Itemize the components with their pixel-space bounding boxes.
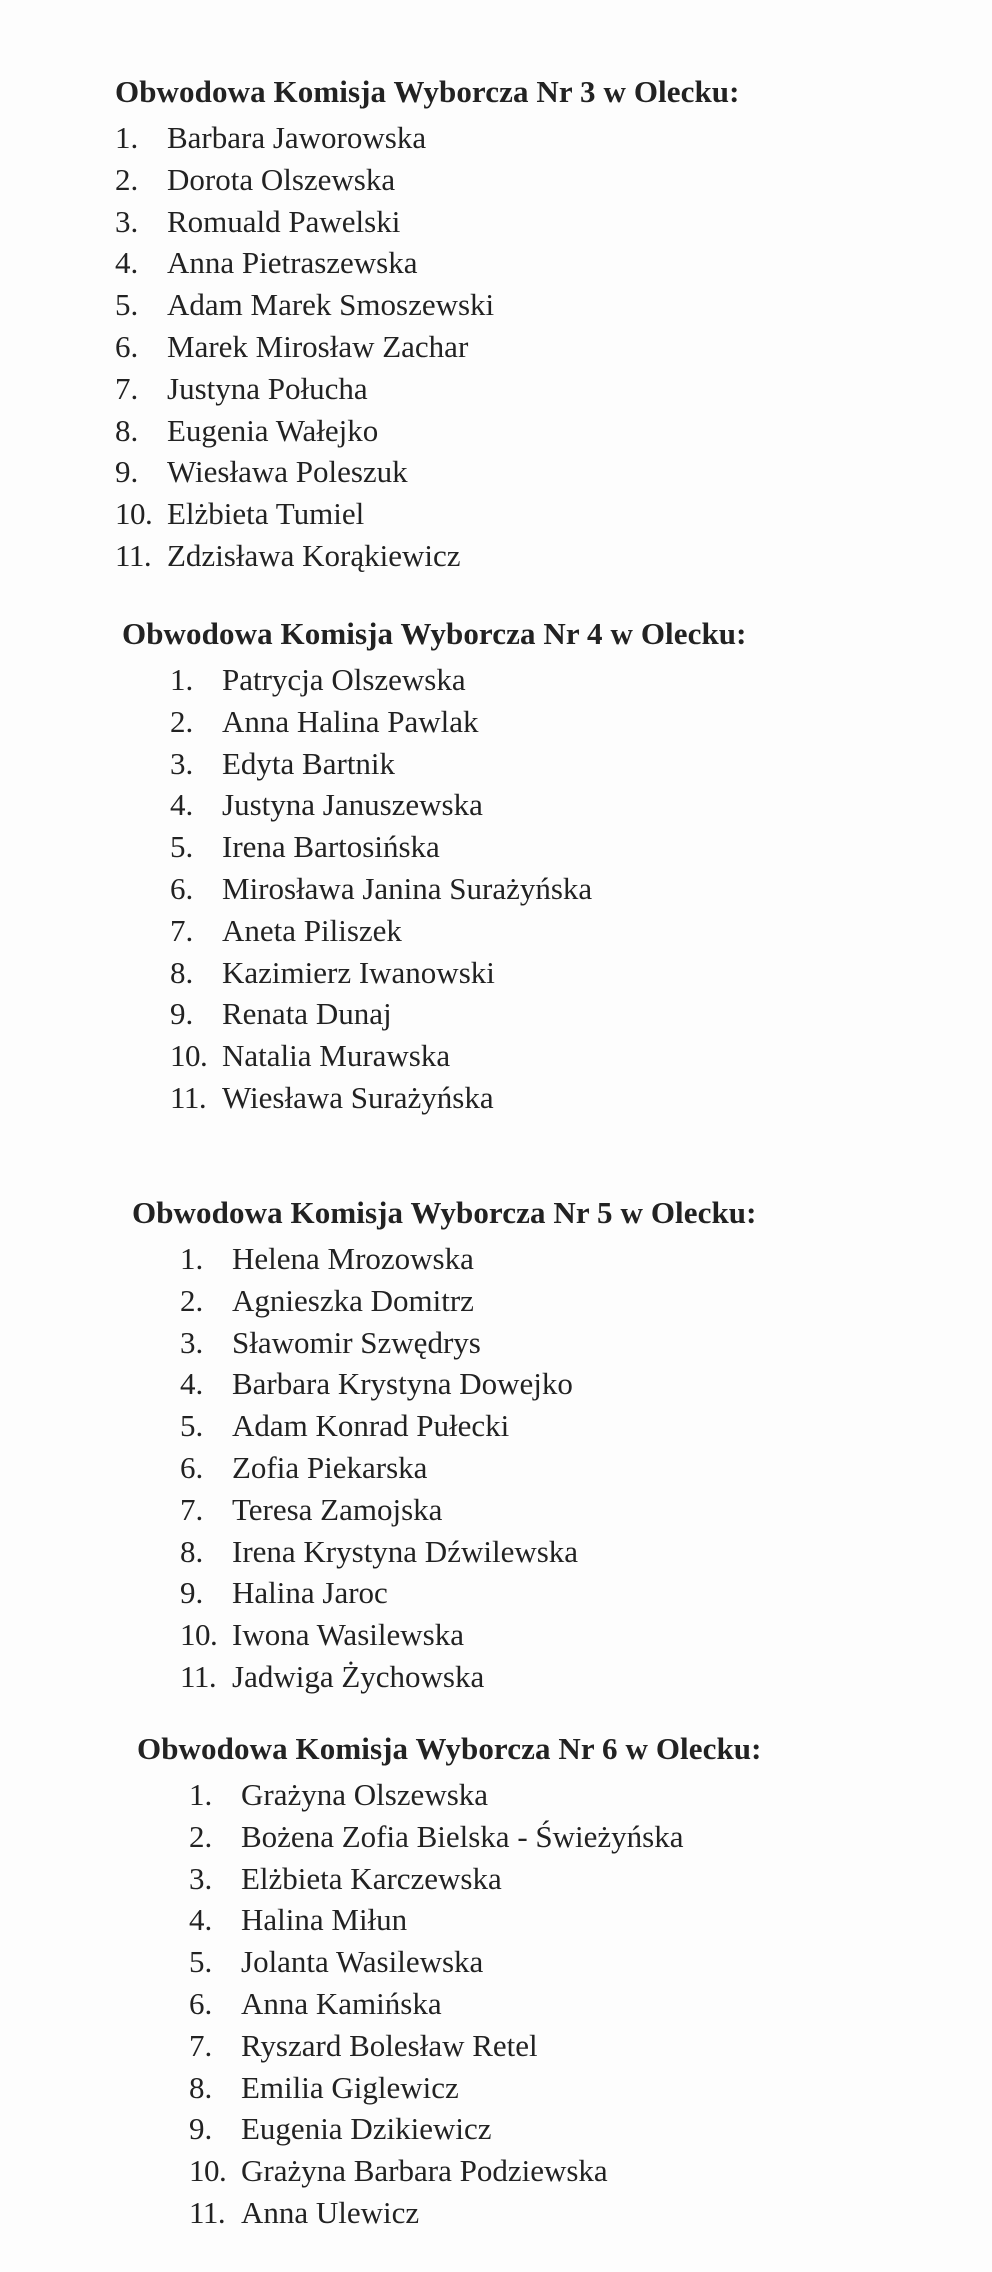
item-number: 5.	[180, 1408, 204, 1444]
item-number: 11.	[189, 2194, 226, 2230]
commission-4-section	[122, 613, 747, 1119]
commission-5-section	[132, 1192, 757, 1698]
list-item	[115, 117, 740, 159]
list-item	[115, 493, 740, 535]
member-list	[189, 1774, 762, 2234]
list-item	[170, 784, 747, 826]
item-number: 4.	[189, 1902, 213, 1938]
member-name: Ryszard Bolesław Retel	[241, 2027, 538, 2063]
list-item	[180, 1447, 757, 1489]
member-name: Patrycja Olszewska	[222, 662, 466, 697]
item-number: 7.	[115, 370, 139, 406]
item-number: 4.	[170, 787, 194, 823]
item-number: 10.	[180, 1617, 218, 1653]
item-number: 5.	[189, 1944, 213, 1980]
item-number: 1.	[189, 1777, 213, 1812]
item-number: 5.	[170, 829, 194, 865]
member-name: Jadwiga Żychowska	[232, 1658, 485, 1694]
member-name: Elżbieta Tumiel	[167, 496, 365, 532]
member-name: Grażyna Olszewska	[241, 1777, 489, 1812]
section-title: Obwodowa Komisja Wyborcza Nr 4 w Olecku:	[122, 616, 747, 651]
member-name: Iwona Wasilewska	[232, 1617, 464, 1653]
item-number: 1.	[115, 120, 139, 155]
member-name: Adam Konrad Pułecki	[232, 1408, 510, 1444]
item-number: 9.	[170, 996, 194, 1032]
item-number: 6.	[189, 1985, 213, 2021]
list-item	[170, 743, 747, 785]
item-number: 2.	[170, 703, 194, 739]
member-name: Teresa Zamojska	[232, 1491, 443, 1527]
member-name: Irena Krystyna Dźwilewska	[232, 1533, 579, 1569]
list-item	[180, 1531, 757, 1573]
list-item	[180, 1656, 757, 1698]
item-number: 6.	[180, 1449, 204, 1485]
member-name: Aneta Piliszek	[222, 912, 402, 948]
item-number: 7.	[180, 1491, 204, 1527]
list-item	[189, 2025, 762, 2067]
item-number: 10.	[189, 2153, 227, 2189]
list-item	[189, 1858, 762, 1900]
list-item	[115, 535, 740, 577]
member-name: Marek Mirosław Zachar	[167, 328, 469, 364]
item-number: 6.	[115, 328, 139, 364]
member-list	[170, 659, 747, 1119]
item-number: 2.	[180, 1282, 204, 1318]
member-name: Halina Miłun	[241, 1902, 408, 1938]
list-item	[189, 2150, 762, 2192]
list-item	[170, 952, 747, 994]
item-number: 1.	[180, 1241, 204, 1276]
list-item	[180, 1405, 757, 1447]
section-title: Obwodowa Komisja Wyborcza Nr 6 w Olecku:	[137, 1731, 762, 1766]
member-name: Jolanta Wasilewska	[241, 1944, 484, 1980]
item-number: 5.	[115, 287, 139, 323]
member-name: Wiesława Poleszuk	[167, 454, 408, 490]
list-item	[180, 1363, 757, 1405]
member-name: Anna Ulewicz	[241, 2194, 420, 2230]
item-number: 9.	[189, 2111, 213, 2147]
list-item	[180, 1238, 757, 1280]
member-name: Halina Jaroc	[232, 1575, 388, 1611]
member-name: Mirosława Janina Surażyńska	[222, 870, 593, 906]
item-number: 3.	[115, 203, 139, 239]
member-name: Anna Kamińska	[241, 1985, 442, 2021]
commission-3-section	[115, 71, 740, 577]
list-item	[115, 368, 740, 410]
list-item	[180, 1572, 757, 1614]
item-number: 3.	[170, 745, 194, 781]
list-item	[115, 159, 740, 201]
list-item	[189, 2067, 762, 2109]
item-number: 10.	[115, 496, 153, 532]
item-number: 11.	[170, 1079, 207, 1115]
member-name: Zofia Piekarska	[232, 1449, 428, 1485]
list-item	[170, 993, 747, 1035]
member-name: Kazimierz Iwanowski	[222, 954, 495, 990]
list-item	[189, 1774, 762, 1816]
list-item	[170, 1077, 747, 1119]
commission-6-section	[137, 1728, 762, 2234]
list-item	[189, 2108, 762, 2150]
list-item	[115, 242, 740, 284]
list-item	[180, 1614, 757, 1656]
member-name: Agnieszka Domitrz	[232, 1282, 474, 1318]
list-item	[170, 910, 747, 952]
member-name: Natalia Murawska	[222, 1038, 451, 1074]
list-item	[180, 1322, 757, 1364]
item-number: 6.	[170, 870, 194, 906]
item-number: 11.	[115, 537, 152, 573]
member-name: Grażyna Barbara Podziewska	[241, 2153, 608, 2189]
item-number: 8.	[180, 1533, 204, 1569]
member-name: Anna Pietraszewska	[167, 245, 418, 281]
item-number: 3.	[180, 1324, 204, 1360]
member-name: Renata Dunaj	[222, 996, 392, 1032]
member-name: Edyta Bartnik	[222, 745, 396, 781]
list-item	[180, 1280, 757, 1322]
member-name: Justyna Połucha	[167, 370, 368, 406]
list-item	[170, 1035, 747, 1077]
item-number: 2.	[115, 161, 139, 197]
list-item	[189, 1899, 762, 1941]
member-list	[115, 117, 740, 577]
member-name: Barbara Jaworowska	[167, 120, 427, 155]
member-name: Emilia Giglewicz	[241, 2069, 459, 2105]
list-item	[180, 1489, 757, 1531]
list-item	[170, 659, 747, 701]
item-number: 11.	[180, 1658, 217, 1694]
item-number: 1.	[170, 662, 194, 697]
item-number: 9.	[115, 454, 139, 490]
section-title: Obwodowa Komisja Wyborcza Nr 3 w Olecku:	[115, 74, 740, 109]
list-item	[115, 410, 740, 452]
member-name: Zdzisława Korąkiewicz	[167, 537, 461, 573]
member-name: Bożena Zofia Bielska - Świeżyńska	[241, 1818, 684, 1854]
member-name: Dorota Olszewska	[167, 161, 396, 197]
item-number: 2.	[189, 1818, 213, 1854]
list-item	[189, 1983, 762, 2025]
member-list	[180, 1238, 757, 1698]
member-name: Romuald Pawelski	[167, 203, 401, 239]
list-item	[115, 326, 740, 368]
list-item	[189, 2192, 762, 2234]
member-name: Justyna Januszewska	[222, 787, 483, 823]
list-item	[189, 1941, 762, 1983]
item-number: 4.	[180, 1366, 204, 1402]
list-item	[170, 868, 747, 910]
item-number: 8.	[115, 412, 139, 448]
member-name: Wiesława Surażyńska	[222, 1079, 494, 1115]
list-item	[115, 201, 740, 243]
member-name: Elżbieta Karczewska	[241, 1860, 502, 1896]
item-number: 4.	[115, 245, 139, 281]
member-name: Eugenia Wałejko	[167, 412, 379, 448]
member-name: Sławomir Szwędrys	[232, 1324, 481, 1360]
item-number: 7.	[189, 2027, 213, 2063]
list-item	[170, 826, 747, 868]
section-title: Obwodowa Komisja Wyborcza Nr 5 w Olecku:	[132, 1195, 757, 1230]
member-name: Adam Marek Smoszewski	[167, 287, 495, 323]
item-number: 7.	[170, 912, 194, 948]
member-name: Helena Mrozowska	[232, 1241, 474, 1276]
list-item	[170, 701, 747, 743]
member-name: Eugenia Dzikiewicz	[241, 2111, 492, 2147]
item-number: 9.	[180, 1575, 204, 1611]
item-number: 8.	[189, 2069, 213, 2105]
member-name: Irena Bartosińska	[222, 829, 440, 865]
item-number: 8.	[170, 954, 194, 990]
list-item	[115, 284, 740, 326]
member-name: Anna Halina Pawlak	[222, 703, 479, 739]
list-item	[189, 1816, 762, 1858]
list-item	[115, 451, 740, 493]
member-name: Barbara Krystyna Dowejko	[232, 1366, 573, 1402]
item-number: 10.	[170, 1038, 208, 1074]
item-number: 3.	[189, 1860, 213, 1896]
